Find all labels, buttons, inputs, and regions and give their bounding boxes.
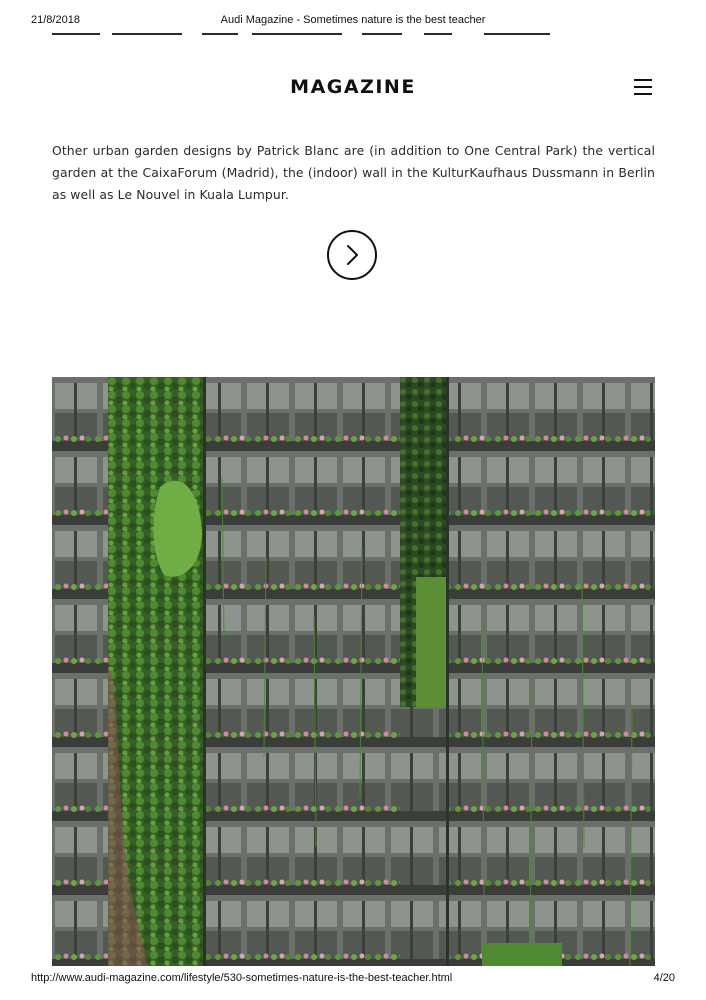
print-header <box>0 14 706 30</box>
print-page-number: 4/20 <box>653 972 675 984</box>
hamburger-menu-icon[interactable] <box>632 77 654 97</box>
article-paragraph: Other urban garden designs by Patrick Blanc are (in addition to One Central Park) the vertical garden at the CaixaForum (Madrid), the (indoor) wall in the KulturKaufhaus Dussmann in Berlin as well as Le Nouvel in Kuala Lumpur. <box>52 143 655 202</box>
print-url: http://www.audi-magazine.com/lifestyle/530-sometimes-nature-is-the-best-teacher.html <box>31 972 453 984</box>
next-slide-button[interactable] <box>327 230 377 280</box>
cropped-content-strip <box>52 33 562 36</box>
chevron-right-icon <box>329 232 375 278</box>
magazine-logo[interactable]: MAGAZINE <box>290 76 416 98</box>
site-header <box>0 68 706 108</box>
vertical-garden-illustration <box>52 377 655 966</box>
print-footer <box>0 972 706 988</box>
print-page-title: Audi Magazine - Sometimes nature is the best teacher <box>220 14 486 26</box>
vertical-garden-photo <box>52 377 655 966</box>
print-date: 21/8/2018 <box>31 14 80 26</box>
